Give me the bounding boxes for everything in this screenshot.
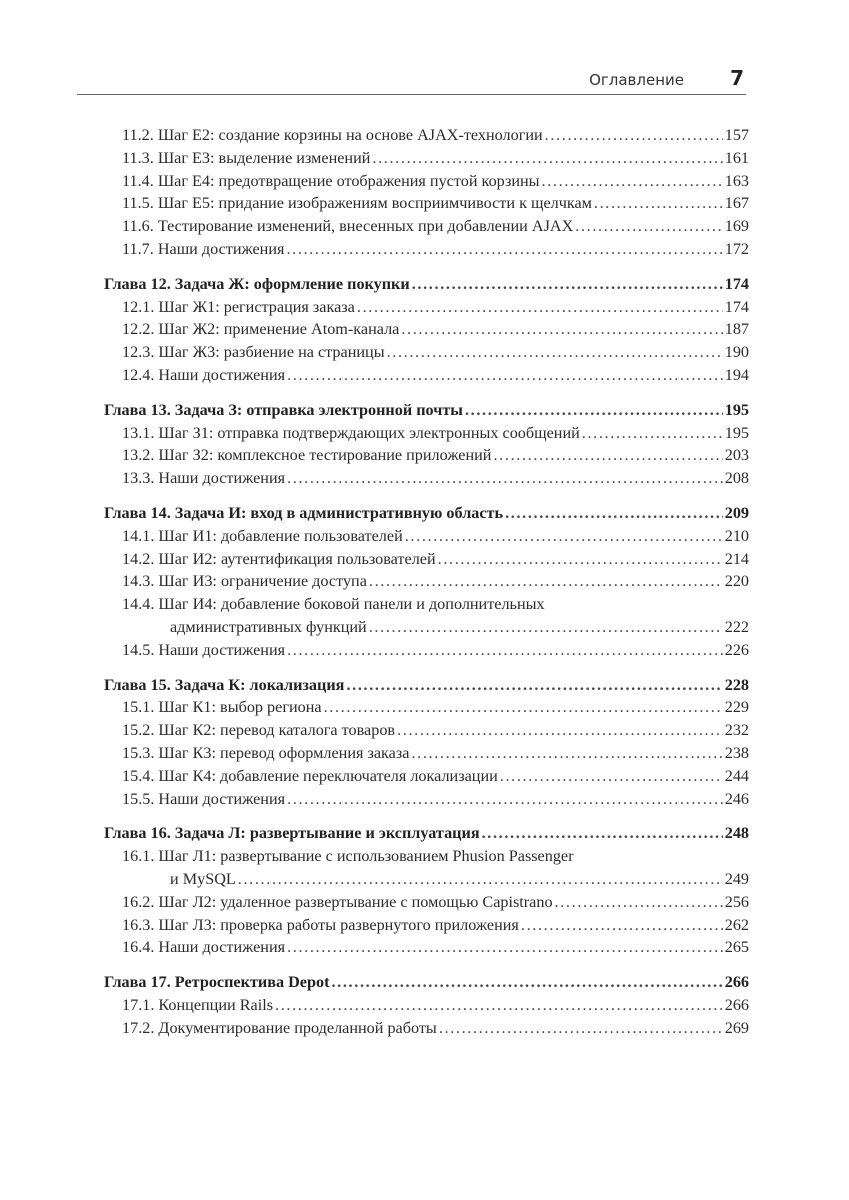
toc-entry[interactable]: 15.3. Шаг К3: перевод оформления заказа . . . 238 <box>104 742 749 765</box>
page-ref: 229 <box>724 698 749 717</box>
toc-entry[interactable]: 16.1. Шаг Л1: развертывание с использованием Phusion Passenger <box>122 847 574 866</box>
leader-dots <box>500 765 723 788</box>
toc-entry[interactable]: 15.2. Шаг К2: перевод каталога товаров . . . 232 <box>104 719 749 742</box>
leader-dots <box>238 868 723 891</box>
toc-entry-continuation[interactable]: и MySQL . . . 249 <box>104 868 749 891</box>
leader-dots <box>438 548 723 571</box>
toc-entry[interactable]: 11.7. Наши достижения . . . 172 <box>104 238 749 261</box>
page-ref: 246 <box>724 789 749 808</box>
chapter-heading[interactable]: Глава 17. Ретроспектива Depot . . . 266 <box>104 971 749 994</box>
toc-entry[interactable]: 17.1. Концепции Rails . . . 266 <box>104 994 749 1017</box>
chapter-13 <box>104 399 749 490</box>
toc-entry[interactable]: 14.4. Шаг И4: добавление боковой панели и дополнительных <box>122 595 545 614</box>
leader-dots <box>482 822 723 845</box>
toc-entry[interactable]: 14.3. Шаг И3: ограничение доступа . . . 220 <box>104 570 749 593</box>
leader-dots <box>594 192 723 215</box>
page-ref: 238 <box>724 743 749 762</box>
page-ref: 214 <box>724 549 749 568</box>
leader-dots <box>555 891 723 914</box>
leader-dots <box>401 318 722 341</box>
toc-entry[interactable]: 15.1. Шаг К1: выбор региона . . . 229 <box>104 696 749 719</box>
leader-dots <box>357 296 723 319</box>
toc-entry[interactable]: 11.5. Шаг Е5: придание изображениям восприимчивости к щелчкам . . . 167 <box>104 192 749 215</box>
toc-entry[interactable]: 16.4. Наши достижения . . . 265 <box>104 936 749 959</box>
page-ref: 161 <box>724 148 749 167</box>
toc-entry[interactable]: 12.4. Наши достижения . . . 194 <box>104 364 749 387</box>
page-ref: 269 <box>724 1018 749 1037</box>
chapter-heading[interactable]: Глава 14. Задача И: вход в административную область . . . 209 <box>104 502 749 525</box>
toc-entry[interactable]: 15.5. Наши достижения . . . 246 <box>104 788 749 811</box>
leader-dots <box>582 422 723 445</box>
page-ref: 190 <box>724 343 749 362</box>
page-ref: 222 <box>724 617 749 636</box>
page-ref: 210 <box>724 526 749 545</box>
chapter-17 <box>104 971 749 1039</box>
toc-entry[interactable]: 16.2. Шаг Л2: удаленное развертывание с помощью Capistrano . . . 256 <box>104 891 749 914</box>
leader-dots <box>287 639 723 662</box>
toc-entry[interactable]: 14.5. Наши достижения . . . 226 <box>104 639 749 662</box>
leader-dots <box>324 696 723 719</box>
page-ref: 163 <box>724 171 749 190</box>
chapter-14 <box>104 502 749 662</box>
toc-entry[interactable]: 14.2. Шаг И2: аутентификация пользователей . . . 214 <box>104 548 749 571</box>
page-ref: 265 <box>724 938 749 957</box>
leader-dots <box>369 570 723 593</box>
leader-dots <box>387 341 723 364</box>
leader-dots <box>405 525 723 548</box>
page-ref: 172 <box>724 239 749 258</box>
page-ref: 195 <box>724 423 749 442</box>
leader-dots <box>287 467 723 490</box>
page-ref: 244 <box>724 766 749 785</box>
toc-entry[interactable]: 17.2. Документирование проделанной работы . . . 269 <box>104 1017 749 1040</box>
leader-dots <box>275 994 723 1017</box>
chapter-15 <box>104 674 749 811</box>
page-ref: 174 <box>724 274 749 293</box>
chapter-16 <box>104 822 749 959</box>
page-number: 7 <box>730 66 744 90</box>
toc-entry[interactable]: 13.1. Шаг З1: отправка подтверждающих электронных сообщений . . . 195 <box>104 422 749 445</box>
page-ref: 266 <box>724 995 749 1014</box>
leader-dots <box>411 742 722 765</box>
chapter-heading[interactable]: Глава 15. Задача К: локализация . . . 228 <box>104 674 749 697</box>
toc-entry[interactable]: 12.1. Шаг Ж1: регистрация заказа . . . 174 <box>104 296 749 319</box>
chapter-heading[interactable]: Глава 13. Задача З: отправка электронной почты . . . 195 <box>104 399 749 422</box>
page-ref: 167 <box>724 194 749 213</box>
leader-dots <box>331 971 722 994</box>
chapter-11-continued <box>104 124 749 261</box>
toc-entry[interactable]: 11.6. Тестирование изменений, внесенных при добавлении AJAX . . . 169 <box>104 215 749 238</box>
page-ref: 203 <box>724 446 749 465</box>
toc-entry[interactable]: 13.2. Шаг З2: комплексное тестирование приложений . . . 203 <box>104 444 749 467</box>
leader-dots <box>521 914 723 937</box>
page-ref: 208 <box>724 469 749 488</box>
page-ref: 248 <box>724 824 749 843</box>
chapter-12 <box>104 273 749 387</box>
toc-entry[interactable]: 11.4. Шаг Е4: предотвращение отображения пустой корзины . . . 163 <box>104 170 749 193</box>
toc-entry[interactable]: 12.2. Шаг Ж2: применение Atom-канала . . . 187 <box>104 318 749 341</box>
page-ref: 228 <box>724 675 749 694</box>
page-ref: 187 <box>724 320 749 339</box>
leader-dots <box>369 616 723 639</box>
toc-entry[interactable]: 11.3. Шаг Е3: выделение изменений . . . 161 <box>104 147 749 170</box>
leader-dots <box>575 215 722 238</box>
page-ref: 195 <box>724 400 749 419</box>
leader-dots <box>542 170 723 193</box>
leader-dots <box>287 788 723 811</box>
page-ref: 262 <box>724 915 749 934</box>
chapter-heading[interactable]: Глава 12. Задача Ж: оформление покупки . . . 174 <box>104 273 749 296</box>
toc-entry[interactable]: 16.3. Шаг Л3: проверка работы развернутого приложения . . . 262 <box>104 914 749 937</box>
leader-dots <box>465 399 723 422</box>
leader-dots <box>439 1017 723 1040</box>
page-ref: 157 <box>724 126 749 144</box>
running-header <box>77 64 746 95</box>
leader-dots <box>505 502 723 525</box>
page-ref: 266 <box>724 973 749 992</box>
toc-entry[interactable]: 14.1. Шаг И1: добавление пользователей . . . 210 <box>104 525 749 548</box>
toc-entry[interactable]: 15.4. Шаг К4: добавление переключателя локализации . . . 244 <box>104 765 749 788</box>
leader-dots <box>287 936 723 959</box>
page-ref: 194 <box>724 365 749 384</box>
toc-entry[interactable]: 13.3. Наши достижения . . . 208 <box>104 467 749 490</box>
leader-dots <box>412 273 723 296</box>
leader-dots <box>397 719 723 742</box>
toc-entry[interactable]: 11.2. Шаг Е2: создание корзины на основе AJAX-технологии . . . 157 <box>104 124 749 147</box>
leader-dots <box>346 674 722 697</box>
chapter-heading[interactable]: Глава 16. Задача Л: развертывание и эксплуатация . . . 248 <box>104 822 749 845</box>
page-ref: 174 <box>724 297 749 316</box>
page-ref: 169 <box>724 217 749 236</box>
page-ref: 226 <box>724 640 749 659</box>
leader-dots <box>287 364 723 387</box>
page-ref: 209 <box>724 503 749 522</box>
toc-entry[interactable]: 12.3. Шаг Ж3: разбиение на страницы . . . 190 <box>104 341 749 364</box>
leader-dots <box>286 238 722 261</box>
toc-entry-continuation[interactable]: административных функций . . . 222 <box>104 616 749 639</box>
leader-dots <box>493 444 722 467</box>
page-ref: 249 <box>724 869 749 888</box>
page-ref: 232 <box>724 721 749 740</box>
leader-dots <box>545 124 723 147</box>
page-ref: 220 <box>724 572 749 591</box>
page-ref: 256 <box>724 892 749 911</box>
table-of-contents <box>104 124 749 1051</box>
header-title: Оглавление <box>589 71 684 89</box>
leader-dots <box>372 147 722 170</box>
